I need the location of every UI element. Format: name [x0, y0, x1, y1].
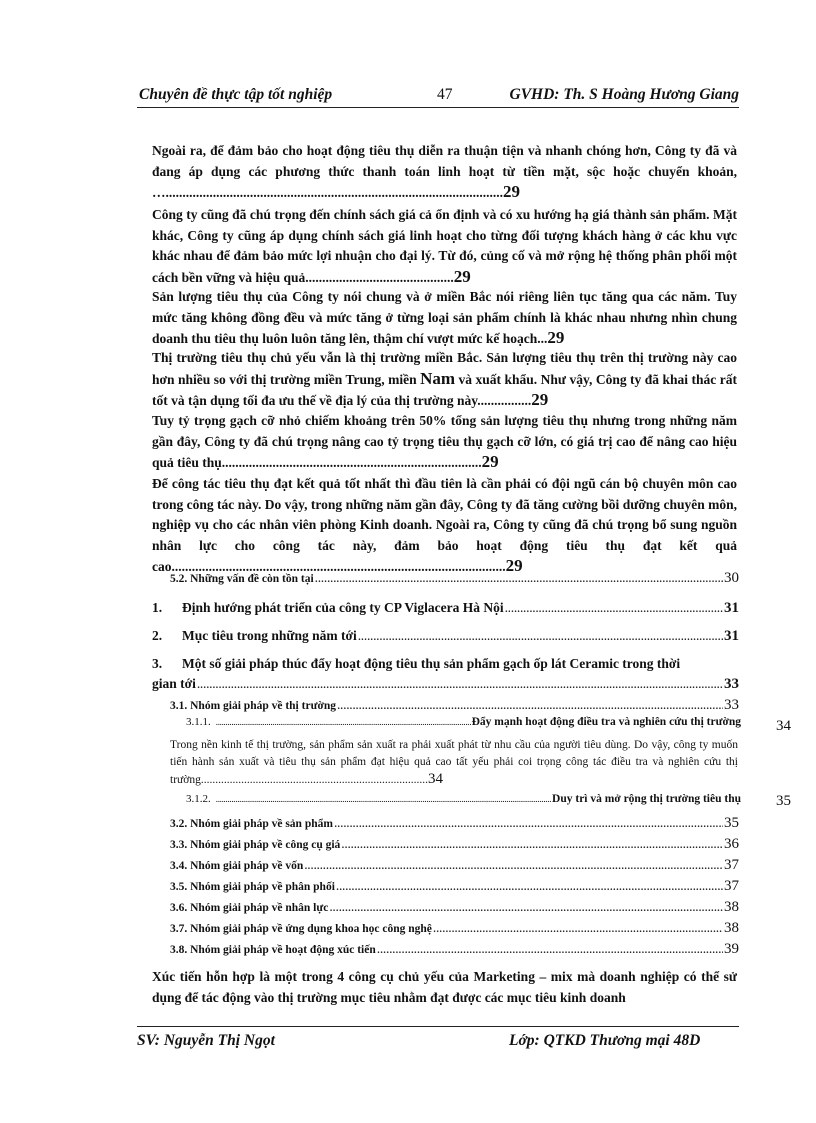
paragraph-text: Tuy tỷ trọng gạch cỡ nhỏ chiếm khoảng trên 50% tổng sản lượng tiêu thụ nhưng trong những năm gần đây, Công ty đã chú trọng nâng cao tỷ trọng tiêu thụ gạch cỡ lớn, có giá trị cao để nâng cao hiệu quả tiêu thụ.	[152, 413, 737, 470]
toc-entry[interactable]: 1. Định hướng phát triển của công ty CP Viglacera Hà Nội ..... 31	[152, 600, 739, 620]
toc-page-34: 34	[776, 718, 791, 734]
toc-entry[interactable]: 3.8. Nhóm giải pháp về hoạt động xúc tiến ..... 39	[170, 941, 739, 961]
footer-student: SV: Nguyễn Thị Ngọt	[137, 1032, 275, 1049]
footer-rule	[137, 1026, 739, 1027]
toc-paragraph[interactable]: Ngoài ra, để đảm bảo cho hoạt động tiêu thụ diễn ra thuận tiện và nhanh chóng hơn, Công ty đã và đang áp dụng các phương thức thanh toán linh hoạt từ tiền mặt, sộc hoặc chuyển khoản, …....................................................................................................29	[152, 143, 737, 201]
toc-paragraph[interactable]: Sản lượng tiêu thụ của Công ty nói chung và ở miền Bắc nói riêng liên tục tăng qua các năm. Tuy mức tăng không đồng đều và mức tăng ở từng loại sản phẩm chính là khác nhau nhưng nhìn chung doanh thu tiêu thụ luôn luôn tăng lên, thậm chí vượt mức kế hoạch...29	[152, 289, 737, 347]
toc-entry[interactable]: 3. Một số giải pháp thúc đẩy hoạt động tiêu thụ sản phẩm gạch ốp lát Ceramic trong thời	[152, 656, 681, 671]
header-advisor: GVHD: Th. S Hoàng Hương Giang	[509, 86, 739, 103]
toc-entry-cont[interactable]: gian tới ..... 33	[152, 676, 739, 696]
toc-paragraph[interactable]: Công ty cũng đã chú trọng đến chính sách giá cả ổn định và có xu hướng hạ giá thành sản phẩm. Mặt khác, Công ty cũng áp dụng chính sách giá linh hoạt cho từng đối tượng khách hàng ở các khu vực khác nhau để đảm bảo mức lợi nhuận cho đại lý. Từ đó, củng cố và mở rộng hệ thống phân phối một cách bền vững và hiệu quả............................................29	[152, 207, 737, 286]
footer-class: Lớp: QTKD Thương mại 48D	[509, 1032, 701, 1049]
paragraph-text: Thị trường tiêu thụ chủ yếu vẫn là thị trường miền Bắc. Sản lượng tiêu thụ trên thị trường này cao hơn nhiều so với thị trường miền Trung, miền	[152, 350, 737, 387]
toc-entry[interactable]: 3.1.1. ..... Đẩy mạnh hoạt động điều tra và nghiên cứu thị trường	[186, 716, 741, 736]
paragraph-text: Ngoài ra, để đảm bảo cho hoạt động tiêu thụ diễn ra thuận tiện và nhanh chóng hơn, Công ty đã và đang áp dụng các phương thức thanh toán linh hoạt từ tiền mặt, sộc hoặc chuyển khoản, …	[152, 143, 737, 200]
page-number: 47	[437, 86, 453, 103]
closing-paragraph: Xúc tiến hỗn hợp là một trong 4 công cụ chủ yếu của Marketing – mix mà doanh nghiệp có thể sử dụng để tác động vào thị trường mục tiêu nhằm đạt được các mục tiêu kinh doanh	[152, 969, 737, 1005]
paragraph-page: 29	[453, 266, 471, 286]
paragraph-text: Công ty cũng đã chú trọng đến chính sách giá cả ổn định và có xu hướng hạ giá thành sản phẩm. Mặt khác, Công ty cũng áp dụng chính sách giá linh hoạt cho từng đối tượng khách hàng ở các khu vực khác nhau để đảm bảo mức lợi nhuận cho đại lý. Từ đó, củng cố và mở rộng hệ thống phân phối một cách bền vững và hiệu quả.	[152, 207, 737, 285]
paragraph-page: 29	[505, 556, 523, 575]
header-rule	[137, 107, 739, 108]
toc-paragraph[interactable]: Để công tác tiêu thụ đạt kết quả tốt nhất thì đầu tiên là cần phải có đội ngũ cán bộ chuyên môn cao trong công tác này. Do vậy, trong những năm gần đây, Công ty đã tăng cường bồi dưỡng chuyên môn, nghiệp vụ cho các nhân viên phòng Kinh doanh. Ngoài ra, Công ty cũng đã chú trọng bổ sung nguồn nhân lực cho công tác này, đảm bảo hoạt động tiêu thụ đạt kết quả cao...................................................................................................29	[152, 476, 737, 575]
paragraph-page: 29	[547, 328, 565, 347]
toc-paragraph[interactable]: Thị trường tiêu thụ chủ yếu vẫn là thị trường miền Bắc. Sản lượng tiêu thụ trên thị trường này cao hơn nhiều so với thị trường miền Trung, miền Nam và xuất khẩu. Như vậy, Công ty đã khai thác rất tốt và tận dụng tối đa ưu thế về địa lý của thị trường này................29	[152, 350, 737, 409]
paragraph-text: Sản lượng tiêu thụ của Công ty nói chung và ở miền Bắc nói riêng liên tục tăng qua các năm. Tuy mức tăng không đồng đều và mức tăng ở từng loại sản phẩm chính là khác nhau nhưng nhìn chung doanh thu tiêu thụ luôn luôn tăng lên, thậm chí vượt mức kế hoạch.	[152, 289, 737, 346]
toc-entry[interactable]: 2. Mục tiêu trong những năm tới ..... 31	[152, 628, 739, 648]
toc-paragraph-small[interactable]: Trong nền kinh tế thị trường, sản phẩm sản xuất ra phải xuất phát từ nhu cầu của người tiêu dùng. Do vậy, công ty muốn tiến hành sản xuất và tiêu thụ sản phẩm đạt hiệu quả cao tất yếu phải coi trọng công tác điều tra và nghiên cứu thị trường...............................................................................34	[170, 739, 738, 787]
toc-entry[interactable]: 3.1.2. ..... Duy trì và mở rộng thị trường tiêu thụ	[186, 793, 741, 813]
toc-entry[interactable]: 3.1. Nhóm giải pháp về thị trường ..... 33	[170, 697, 739, 717]
header-title: Chuyên đề thực tập tốt nghiệp	[139, 86, 333, 103]
toc-entry[interactable]: 3.6. Nhóm giải pháp về nhân lực ..... 38	[170, 899, 739, 919]
paragraph-page: 29	[531, 390, 549, 409]
toc-entry[interactable]: 5.2. Những vấn đề còn tồn tại ..... 30	[170, 570, 739, 590]
paragraph-page: 29	[481, 452, 499, 471]
toc-entry[interactable]: 3.3. Nhóm giải pháp về công cụ giá ..... 36	[170, 836, 739, 856]
toc-entry[interactable]: 3.2. Nhóm giải pháp về sản phẩm ..... 35	[170, 815, 739, 835]
toc-entry[interactable]: 3.7. Nhóm giải pháp về ứng dụng khoa học công nghệ ..... 38	[170, 920, 739, 940]
toc-page-35: 35	[776, 793, 791, 809]
toc-entry[interactable]: 3.5. Nhóm giải pháp về phân phối ..... 37	[170, 878, 739, 898]
toc-entry[interactable]: 3.4. Nhóm giải pháp về vốn ..... 37	[170, 857, 739, 877]
paragraph-page: 29	[503, 182, 520, 201]
paragraph-text: Để công tác tiêu thụ đạt kết quả tốt nhất thì đầu tiên là cần phải có đội ngũ cán bộ chuyên môn cao trong công tác này. Do vậy, trong những năm gần đây, Công ty đã tăng cường bồi dưỡng chuyên môn, nghiệp vụ cho các nhân viên phòng Kinh doanh. Ngoài ra, Công ty cũng đã chú trọng bổ sung nguồn nhân lực cho công tác này, đảm bảo hoạt động tiêu thụ đạt kết quả cao.	[152, 476, 737, 574]
toc-paragraph[interactable]: Tuy tỷ trọng gạch cỡ nhỏ chiếm khoảng trên 50% tổng sản lượng tiêu thụ nhưng trong những năm gần đây, Công ty đã chú trọng nâng cao tỷ trọng tiêu thụ gạch cỡ lớn, có giá trị cao để nâng cao hiệu quả tiêu thụ.............................................................................29	[152, 413, 737, 471]
